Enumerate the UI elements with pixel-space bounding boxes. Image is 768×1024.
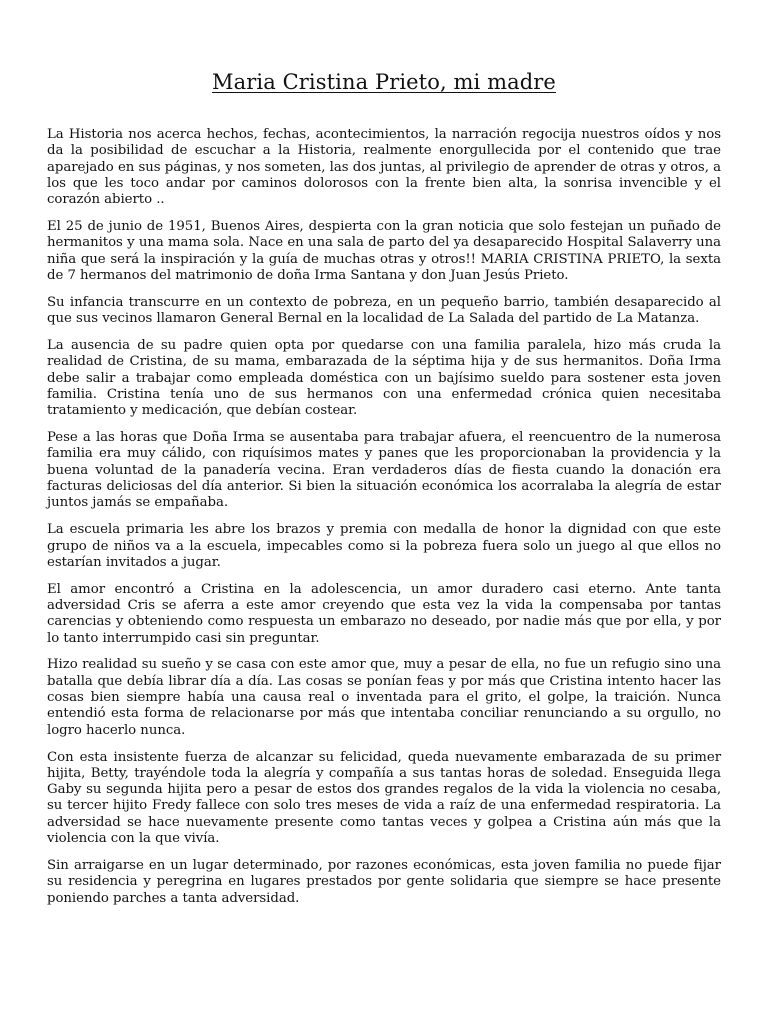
document-body: [47, 127, 721, 907]
paragraph-7: El amor encontró a Cristina en la adolescencia, un amor duradero casi eterno. Ante tanta adversidad Cris se aferra a este amor creyendo que esta vez la vida la compensaba por tantas carencias y obteniendo como respuesta un embarazo no deseado, por nadie más que por ella, y por lo tanto interrumpido casi sin preguntar.: [47, 581, 721, 646]
paragraph-10: Sin arraigarse en un lugar determinado, por razones económicas, esta joven familia no puede fijar su residencia y peregrina en lugares prestados por gente solidaria que siempre se hace presente poniendo parches a tanta adversidad.: [47, 857, 721, 906]
paragraph-1: La Historia nos acerca hechos, fechas, acontecimientos, la narración regocija nuestros oídos y nos da la posibilidad de escuchar a la Historia, realmente enorgullecida por el contenido que trae aparejado en sus páginas, y nos someten, las dos juntas, al privilegio de aprender de otras y otros, a los que les toco andar por caminos dolorosos con la frente bien alta, la sonrisa invencible y el corazón abierto ..: [47, 127, 721, 208]
paragraph-3: Su infancia transcurre en un contexto de pobreza, en un pequeño barrio, también desaparecido al que sus vecinos llamaron General Bernal en la localidad de La Salada del partido de La Matanza.: [47, 294, 721, 327]
paragraph-8: Hizo realidad su sueño y se casa con este amor que, muy a pesar de ella, no fue un refugio sino una batalla que debía librar día a día. Las cosas se ponían feas y por más que Cristina intento hacer las cosas bien siempre había una causa real o inventada para el grito, el golpe, la traición. Nunca entendió esta forma de relacionarse por más que intentaba conciliar renunciando a su orgullo, no logro hacerlo nunca.: [47, 657, 721, 738]
document-title: Maria Cristina Prieto, mi madre: [212, 70, 556, 94]
paragraph-2: El 25 de junio de 1951, Buenos Aires, despierta con la gran noticia que solo festejan un puñado de hermanitos y una mama sola. Nace en una sala de parto del ya desaparecido Hospital Salaverry una niña que será la inspiración y la guía de muchas otras y otros!! MARIA CRISTINA PRIETO, la sexta de 7 hermanos del matrimonio de doña Irma Santana y don Juan Jesús Prieto.: [47, 219, 721, 283]
paragraph-5: Pese a las horas que Doña Irma se ausentaba para trabajar afuera, el reencuentro de la numerosa familia era muy cálido, con riquísimos mates y panes que les proporcionaban la providencia y la buena voluntad de la panadería vecina. Eran verdaderos días de fiesta cuando la donación era facturas deliciosas del día anterior. Si bien la situación económica los acorralaba la alegría de estar juntos jamás se empañaba.: [47, 430, 721, 511]
paragraph-6: La escuela primaria les abre los brazos y premia con medalla de honor la dignidad con que este grupo de niños va a la escuela, impecables como si la pobreza fuera solo un juego al que ellos no estarían invitados a jugar.: [47, 522, 721, 570]
paragraph-4: La ausencia de su padre quien opta por quedarse con una familia paralela, hizo más cruda la realidad de Cristina, de su mama, embarazada de la séptima hija y de sus hermanitos. Doña Irma debe salir a trabajar como empleada doméstica con un bajísimo sueldo para sostener esta joven familia. Cristina tenía uno de sus hermanos con una enfermedad crónica quien necesitaba tratamiento y medicación, que debían costear.: [47, 338, 721, 419]
paragraph-9: Con esta insistente fuerza de alcanzar su felicidad, queda nuevamente embarazada de su primer hijita, Betty, trayéndole toda la alegría y compañía a sus tantas horas de soledad. Enseguida llega Gaby su segunda hijita pero a pesar de estos dos grandes regalos de la vida la violencia no cesaba, su tercer hijito Fredy fallece con solo tres meses de vida a raíz de una enfermedad respiratoria. La adversidad se hace nuevamente presente como tantas veces y golpea a Cristina aún más que la violencia con la que vivía.: [47, 749, 721, 847]
